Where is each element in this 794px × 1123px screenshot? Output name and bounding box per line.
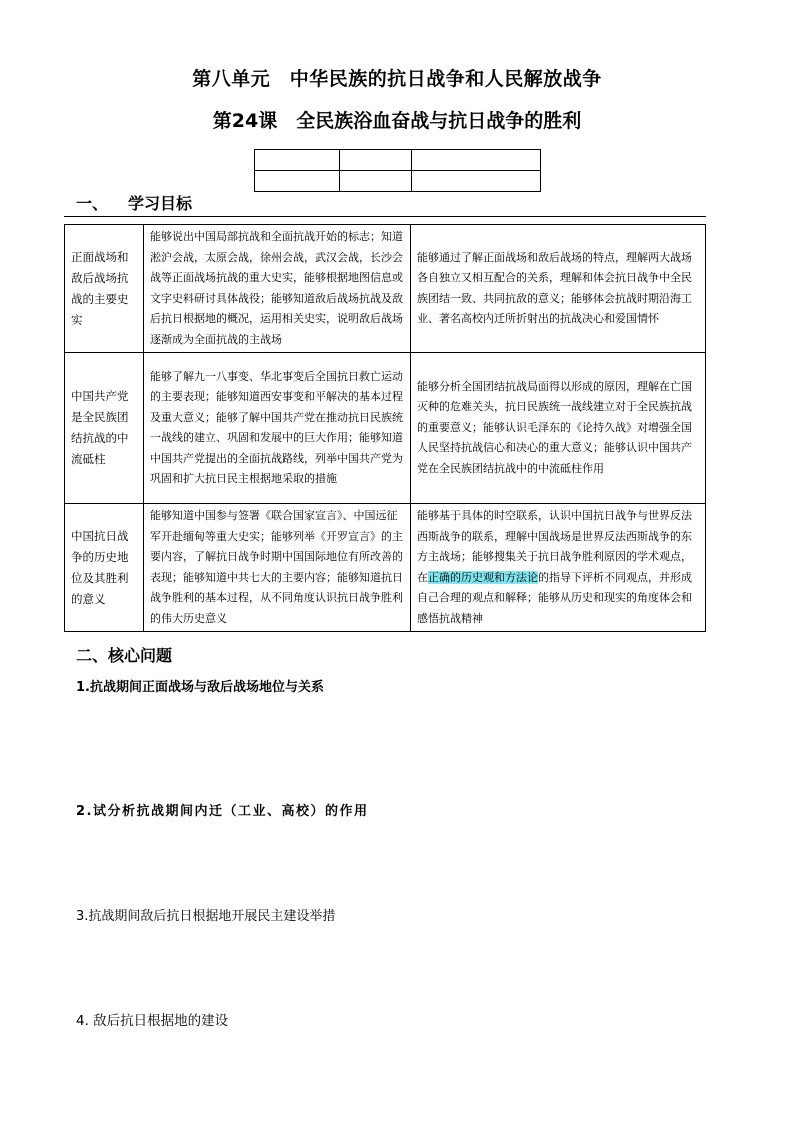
- info-table-cell: [412, 150, 541, 171]
- info-table-cell: [255, 150, 340, 171]
- info-table-cell: [340, 150, 412, 171]
- question-item: 4. 敌后抗日根据地的建设: [76, 1013, 229, 1029]
- goal-topic: 正面战场和敌后战场抗战的主要史实: [65, 225, 144, 353]
- goal-basic: 能够说出中国局部抗战和全面抗战开始的标志；知道淞沪会战，太原会战，徐州会战，武汉会战，长沙会战等正面战场抗战的重大史实，能够根据地图信息或文字史料研讨具体战役；能够知道敌后战场抗战及敌后抗日根据地的概况，运用相关史实，说明敌后战场逐渐成为全面抗战的主战场: [144, 225, 411, 353]
- question-item: 1.抗战期间正面战场与敌后战场地位与关系: [76, 680, 324, 695]
- goal-advanced: [411, 504, 706, 632]
- info-table-cell: [255, 171, 340, 192]
- goal-advanced: [411, 225, 706, 353]
- section-number: 一、: [76, 194, 109, 213]
- goal-basic: 能够知道中国参与签署《联合国家宣言》、中国远征军开赴缅甸等重大史实；能够列举《开罗宣言》的主要内容，了解抗日战争时期中国国际地位有所改善的表现；能够知道中共七大的主要内容；能够知道抗日战争胜利的基本过程，从不同角度认识抗日战争胜利的伟大历史意义: [144, 504, 411, 632]
- goal-topic: 中国共产党是全民族团结抗战的中流砥柱: [65, 353, 144, 504]
- table-row: [65, 353, 706, 504]
- goal-advanced-text: 能够分析全国团结抗战局面得以形成的原因，理解在亡国灭种的危难关头，抗日民族统一战线建立对于全民族抗战的重要意义；能够认识毛泽东的《论持久战》对增强全国人民坚持抗战信心和决心的重大意义；能够认识中国共产党在全民族团结抗战中的中流砥柱作用: [417, 379, 692, 475]
- table-row: [65, 225, 706, 353]
- goal-advanced-text: 能够通过了解正面战场和敌后战场的特点，理解两大战场各自独立又相互配合的关系，理解和体会抗日战争中全民族团结一致、共同抗敌的意义；能够体会抗战时期沿海工业、著名高校内迁所折射出的抗战决心和爱国情怀: [417, 250, 692, 325]
- info-table-cell: [412, 171, 541, 192]
- info-table-row: [255, 171, 541, 192]
- learning-goals-table: [64, 224, 706, 632]
- divider: [64, 216, 706, 217]
- highlighted-text: 正确的历史观和方法论: [428, 570, 538, 584]
- goal-advanced: [411, 353, 706, 504]
- question-item: 3.抗战期间敌后抗日根据地开展民主建设举措: [76, 909, 336, 924]
- section-heading-goals: [76, 191, 192, 214]
- goal-topic: 中国抗日战争的历史地位及其胜利的意义: [65, 504, 144, 632]
- table-row: [65, 504, 706, 632]
- goal-basic: 能够了解九一八事变、华北事变后全国抗日救亡运动的主要表现；能够知道西安事变和平解决的基本过程及重大意义；能够了解中国共产党在推动抗日民族统一战线的建立、巩固和发展中的巨大作用；能够知道中国共产党提出的全面抗战路线，列举中国共产党为巩固和扩大抗日民主根据地采取的措施: [144, 353, 411, 504]
- unit-title: 第八单元 中华民族的抗日战争和人民解放战争: [192, 68, 602, 90]
- goal-advanced-text-end: 的指导下评析不同观点，并形成自己合理的观点和解释；能够从历史和现实的角度体会和感悟抗战精神: [417, 570, 692, 625]
- goal-advanced-text: 能够基于具体的时空联系，认识中国抗日战争与世界反法西斯战争的联系，理解中国战场是世界反法西斯战争的东方主战场；能够搜集关于抗日战争胜利原因的学术观点，在: [417, 509, 692, 584]
- info-table-row: [255, 150, 541, 171]
- section-heading-core-questions: 二、核心问题: [76, 646, 173, 665]
- section-title: 学习目标: [128, 194, 193, 213]
- question-item: 2.试分析抗战期间内迁（工业、高校）的作用: [76, 804, 369, 819]
- lesson-title: 第24课 全民族浴血奋战与抗日战争的胜利: [212, 110, 582, 132]
- info-table: [254, 149, 541, 192]
- info-table-cell: [340, 171, 412, 192]
